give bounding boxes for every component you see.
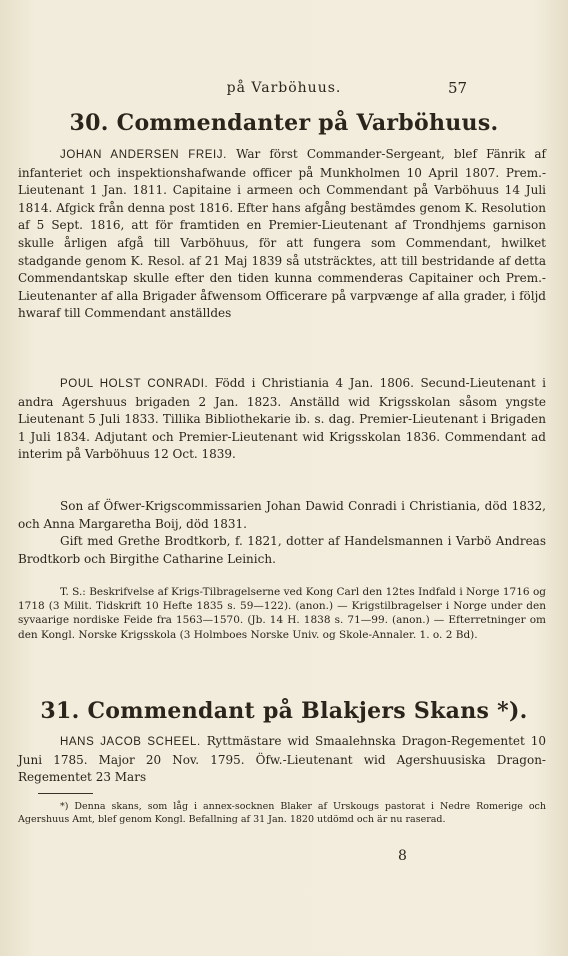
page-number: 57	[448, 79, 468, 97]
entry-marriage: Gift med Grethe Brodtkorb, f. 1821, dotter af Handelsmannen i Varbö Andreas Brodtkorb och Birgithe Catharine Leinich.	[18, 534, 546, 566]
sources-note: T. S.: Beskrifvelse af Krigs-Tilbragelserne ved Kong Carl den 12tes Indfald i Norge 1716 og 1718 (3 Milit. Tidskrift 10 Hefte 1835 s. 59—122). (anon.) — Krigstilbragelser i Norge under den syvaarige nordiske Feide fra 1563—1570. (Jb. 14 H. 1838 s. 71—99. (anon.) — Efterretninger om den Kongl. Norske Krigsskola (3 Holmboes Norske Univ. og Skole-Annaler. 1. o. 2 Bd).	[18, 586, 546, 641]
running-title: på Varböhuus.	[226, 80, 342, 96]
section-30-title: 30. Commendanter på Varböhuus.	[69, 110, 499, 136]
entry-name: HANS JACOB SCHEEL.	[60, 736, 201, 748]
entry-conradi	[18, 375, 546, 464]
entry-text: Född i Christiania 4 Jan. 1806. Secund-Lieutenant i andra Agershuus brigaden 2 Jan. 1823. Anställd wid Krigsskolan såsom yngste Lieutenant 5 Juli 1833. Tillika Bibliothekarie ib. s. dag. Premier-Lieutenant i Brigaden 1 Juli 1834. Adjutant och Premier-Lieutenant wid Krigsskolan 1836. Commendant ad interim på Varböhuus 12 Oct. 1839.	[18, 376, 546, 462]
entry-freij	[18, 146, 546, 323]
entry-scheel	[18, 733, 546, 787]
signature-mark: 8	[398, 848, 407, 864]
footnote: *) Denna skans, som låg i annex-socknen Blaker af Urskougs pastorat i Nedre Romerige och Agershuus Amt, blef genom Kongl. Befallning af 31 Jan. 1820 utdömd och är nu raserad.	[18, 801, 546, 825]
entry-name: POUL HOLST CONRADI.	[60, 378, 209, 390]
footnote-rule	[38, 793, 93, 794]
entry-parents: Son af Öfwer-Krigscommissarien Johan Dawid Conradi i Christiania, död 1832, och Anna Margaretha Boij, död 1831.	[18, 499, 546, 531]
section-31-title: 31. Commendant på Blakjers Skans *).	[40, 698, 528, 724]
entry-text: War först Commander-Sergeant, blef Fänrik af infanteriet och inspektionshafwande officer på Munkholmen 10 April 1807. Prem.-Lieutenant 1 Jan. 1811. Capitaine i armeen och Commendant på Varböhuus 14 Juli 1814. Afgick från denna post 1816. Efter hans afgång bestämdes genom K. Resolution af 5 Sept. 1816, att för framtiden en Premier-Lieutenant af Trondhjems garnison skulle årligen afgå till Varböhuus, för att fungera som Commendant, hwilket stadgande genom K. Resol. af 21 Maj 1839 så utsträcktes, att till bestridande af detta Commendantskap skulle efter den tiden kunna commenderas Capitainer och Prem.-Lieutenanter af alla Brigader åfwensom Officerare på varpvænge af alla grader, i följd hwaraf till Commendant anställdes	[18, 147, 546, 321]
entry-text: Ryttmästare wid Smaalehnska Dragon-Regementet 10 Juni 1785. Major 20 Nov. 1795. Öfw.-Lieutenant wid Agershuusiska Dragon-Regementet 23 Mars	[18, 734, 546, 785]
entry-name: JOHAN ANDERSEN FREIJ.	[60, 149, 227, 161]
